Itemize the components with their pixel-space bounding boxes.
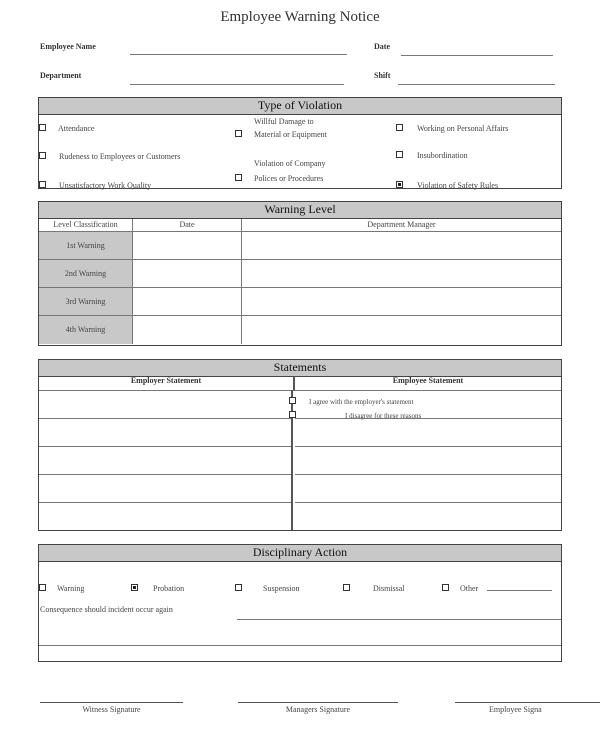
disagree-label: I disagree for these reasons — [345, 412, 422, 420]
shift-field[interactable] — [398, 84, 555, 85]
option-other[interactable] — [442, 578, 478, 596]
employee-column-head — [295, 376, 561, 391]
employer-line[interactable] — [39, 474, 291, 475]
witness-signature-label: Witness Signature — [82, 705, 141, 714]
manager-cell[interactable] — [242, 232, 562, 260]
violation-personal-affairs[interactable] — [396, 118, 508, 136]
employee-line[interactable] — [295, 502, 561, 503]
col-date: Date — [133, 219, 242, 232]
violation-insubordination[interactable] — [396, 145, 468, 163]
label-insubordination: Insubordination — [417, 151, 468, 160]
date-field[interactable] — [401, 55, 553, 56]
violation-work-quality[interactable] — [39, 175, 151, 193]
level-1st: 1st Warning — [39, 232, 133, 260]
employee-line[interactable] — [295, 418, 561, 419]
employee-signature-line[interactable] — [455, 702, 600, 703]
date-cell[interactable] — [133, 288, 242, 316]
date-label: Date — [374, 42, 390, 51]
label-safety-rules: Violation of Safety Rules — [417, 181, 499, 190]
label-rudeness: Rudeness to Employees or Customers — [59, 152, 181, 161]
checkbox-agree[interactable] — [289, 397, 296, 404]
checkbox-work-quality[interactable] — [39, 181, 46, 188]
employee-line[interactable] — [295, 446, 561, 447]
table-row — [39, 316, 561, 344]
label-company-policies: Violation of Company — [254, 159, 326, 168]
consequence-field[interactable] — [237, 619, 561, 620]
shift-label: Shift — [374, 71, 391, 80]
date-cell[interactable] — [133, 260, 242, 288]
checkbox-insubordination[interactable] — [396, 151, 403, 158]
label-willful-damage: Willful Damage to — [254, 117, 314, 126]
date-cell[interactable] — [133, 316, 242, 344]
violation-company-policies[interactable] — [235, 159, 326, 183]
violation-heading: Type of Violation — [39, 98, 561, 115]
level-4th: 4th Warning — [39, 316, 133, 344]
table-row — [39, 232, 561, 260]
date-cell[interactable] — [133, 232, 242, 260]
employer-line[interactable] — [39, 502, 291, 503]
violation-attendance[interactable] — [39, 118, 94, 136]
table-row — [39, 260, 561, 288]
consequence-label: Consequence should incident occur again — [40, 605, 173, 614]
checkbox-personal-affairs[interactable] — [396, 124, 403, 131]
statements-heading: Statements — [39, 360, 561, 377]
checkbox-other[interactable] — [442, 584, 449, 591]
page-title: Employee Warning Notice — [220, 9, 380, 25]
other-field[interactable] — [487, 590, 552, 591]
label-work-quality: Unsatisfactory Work Quality — [59, 181, 152, 190]
checkbox-dismissal[interactable] — [343, 584, 350, 591]
consequence-line[interactable] — [39, 645, 561, 646]
option-suspension[interactable] — [235, 578, 299, 596]
label-probation: Probation — [153, 584, 185, 593]
checkbox-warning[interactable] — [39, 584, 46, 591]
department-label: Department — [40, 71, 82, 80]
witness-signature-line[interactable] — [40, 702, 183, 703]
label-suspension: Suspension — [263, 584, 300, 593]
warning-table — [39, 219, 561, 344]
employee-statement-heading: Employee Statement — [392, 376, 464, 385]
employee-line[interactable] — [295, 474, 561, 475]
label-dismissal: Dismissal — [373, 584, 405, 593]
label-warning: Warning — [57, 584, 85, 593]
violation-safety-rules[interactable] — [396, 175, 498, 193]
manager-cell[interactable] — [242, 288, 562, 316]
manager-cell[interactable] — [242, 316, 562, 344]
checkbox-attendance[interactable] — [39, 124, 46, 131]
department-field[interactable] — [130, 84, 344, 85]
level-3rd: 3rd Warning — [39, 288, 133, 316]
disciplinary-section — [38, 544, 562, 662]
disagree-option[interactable] — [289, 405, 421, 423]
checkbox-company-policies[interactable] — [235, 174, 242, 181]
disciplinary-heading: Disciplinary Action — [39, 545, 561, 562]
label-company-policies-2: Polices or Procedures — [254, 174, 324, 183]
label-willful-damage-2: Material or Equipment — [254, 130, 327, 139]
label-other: Other — [460, 584, 479, 593]
option-dismissal[interactable] — [343, 578, 405, 596]
employee-name-field[interactable] — [130, 54, 347, 55]
option-probation[interactable] — [131, 578, 184, 596]
employer-statement-heading: Employer Statement — [130, 376, 202, 385]
manager-signature-label: Managers Signature — [285, 705, 351, 714]
level-2nd: 2nd Warning — [39, 260, 133, 288]
employer-line[interactable] — [39, 418, 291, 419]
employee-name-label: Employee Name — [40, 42, 96, 51]
table-row — [39, 288, 561, 316]
checkbox-rudeness[interactable] — [39, 152, 46, 159]
employee-signature-label: Employee Signa — [489, 705, 542, 714]
checkbox-safety-rules[interactable] — [396, 181, 403, 188]
violation-section — [38, 97, 562, 189]
warning-heading: Warning Level — [39, 202, 561, 219]
checkbox-willful-damage[interactable] — [235, 130, 242, 137]
checkbox-disagree[interactable] — [289, 411, 296, 418]
employer-line[interactable] — [39, 446, 291, 447]
manager-cell[interactable] — [242, 260, 562, 288]
manager-signature-line[interactable] — [238, 702, 398, 703]
col-department-manager: Department Manager — [242, 219, 562, 232]
statements-section — [38, 359, 562, 531]
col-level-classification: Level Classification — [39, 219, 133, 232]
warning-section — [38, 201, 562, 346]
option-warning[interactable] — [39, 578, 84, 596]
checkbox-probation[interactable] — [131, 584, 138, 591]
agree-label: I agree with the employer's statement — [309, 398, 414, 406]
label-personal-affairs: Working on Personal Affairs — [417, 124, 509, 133]
label-attendance: Attendance — [58, 124, 95, 133]
employer-column-head — [39, 376, 295, 391]
violation-willful-damage[interactable] — [235, 117, 327, 139]
checkbox-suspension[interactable] — [235, 584, 242, 591]
violation-rudeness[interactable] — [39, 146, 180, 164]
